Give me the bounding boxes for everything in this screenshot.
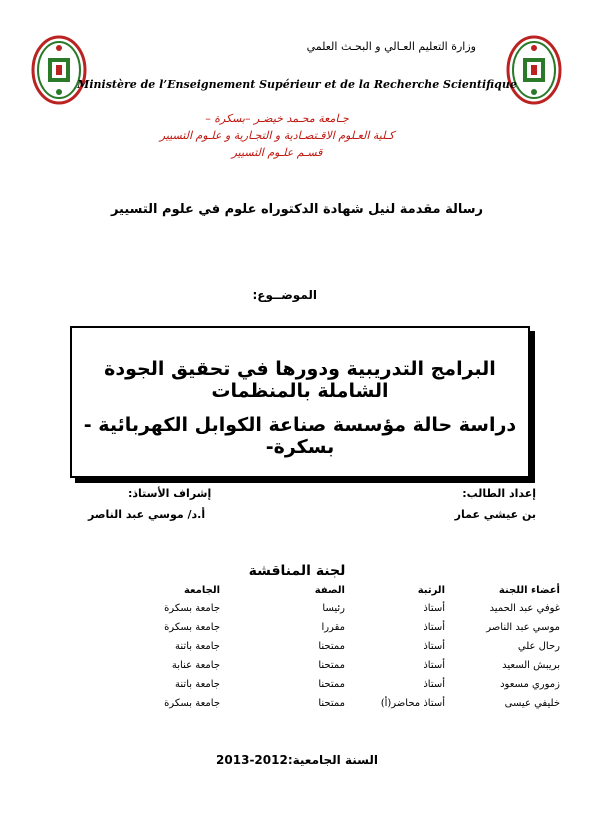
- member-university: جامعة بسكرة: [164, 622, 220, 633]
- member-name: موسي عبد الناصر: [486, 622, 560, 633]
- subject-label: الموضــوع:: [252, 288, 317, 302]
- member-role: ممتحنا: [318, 660, 345, 671]
- university-logo-right: [505, 34, 563, 106]
- member-name: غوفي عبد الحميد: [489, 603, 560, 614]
- supervisor-label: إشراف الأستاذ:: [128, 487, 212, 500]
- table-row: [80, 656, 560, 675]
- table-row: [80, 618, 560, 637]
- member-rank: أستاذ: [423, 660, 445, 671]
- member-name: بريبش السعيد: [502, 660, 560, 671]
- student-name: بن عيشي عمار: [454, 508, 536, 521]
- member-role: ممتحنا: [318, 679, 345, 690]
- committee-table: [80, 581, 560, 713]
- university-name: جـامعة محـمد خيضـر –بسكرة –: [205, 112, 349, 125]
- student-label: إعداد الطالب:: [462, 487, 536, 500]
- table-row: [80, 675, 560, 694]
- thesis-title-line2: دراسة حالة مؤسسة صناعة الكوابل الكهربائية - بسكرة-: [83, 414, 517, 458]
- member-name: رحال علي: [517, 641, 560, 652]
- ministry-ar: وزارة التعليم العـالي و البحـث العلمي: [306, 40, 476, 53]
- member-university: جامعة بسكرة: [164, 603, 220, 614]
- header-member: أعضاء اللجنة: [498, 584, 560, 596]
- member-rank: أستاذ: [423, 641, 445, 652]
- member-university: جامعة باتنة: [175, 641, 220, 652]
- member-role: رئيسا: [322, 603, 345, 614]
- member-university: جامعة باتنة: [175, 679, 220, 690]
- table-row: [80, 637, 560, 656]
- member-name: زموري مسعود: [500, 679, 560, 690]
- thesis-title-box: [70, 326, 530, 478]
- header-role: الصفة: [314, 584, 345, 596]
- member-name: خليفي عيسى: [504, 698, 560, 709]
- member-rank: أستاذ: [423, 622, 445, 633]
- faculty-name: كـلية العـلوم الاقـتصـادية و التجـارية و علـوم التسيير: [159, 129, 395, 142]
- member-rank: أستاذ: [423, 603, 445, 614]
- thesis-title-line1: البرامج التدريبية ودورها في تحقيق الجودة الشاملة بالمنظمات: [104, 358, 496, 402]
- member-role: مقررا: [321, 622, 345, 633]
- academic-year: السنة الجامعية:2012-2013: [216, 753, 378, 767]
- member-role: ممتحنا: [318, 641, 345, 652]
- member-university: جامعة بسكرة: [164, 698, 220, 709]
- committee-title: لجنة المناقشة: [248, 563, 346, 579]
- supervisor-name: أ.د/ موسي عبد الناصر: [88, 508, 206, 521]
- header-university: الجامعة: [183, 584, 220, 596]
- ministry-fr: Ministère de l’Enseignement Supérieur et de la Recherche Scientifique: [77, 78, 517, 91]
- member-university: جامعة عنابة: [171, 660, 220, 671]
- member-rank: أستاذ محاضر(أ): [380, 698, 445, 709]
- university-logo-left: [30, 34, 88, 106]
- department-name: قسـم علـوم التسيير: [231, 146, 323, 159]
- degree-statement: رسالة مقدمة لنيل شهادة الدكتوراه علوم في علوم التسيير: [110, 202, 484, 217]
- committee-header-row: [80, 581, 560, 599]
- member-rank: أستاذ: [423, 679, 445, 690]
- table-row: [80, 599, 560, 618]
- header-rank: الرتبة: [417, 584, 445, 596]
- member-role: ممتحنا: [318, 698, 345, 709]
- table-row: [80, 694, 560, 713]
